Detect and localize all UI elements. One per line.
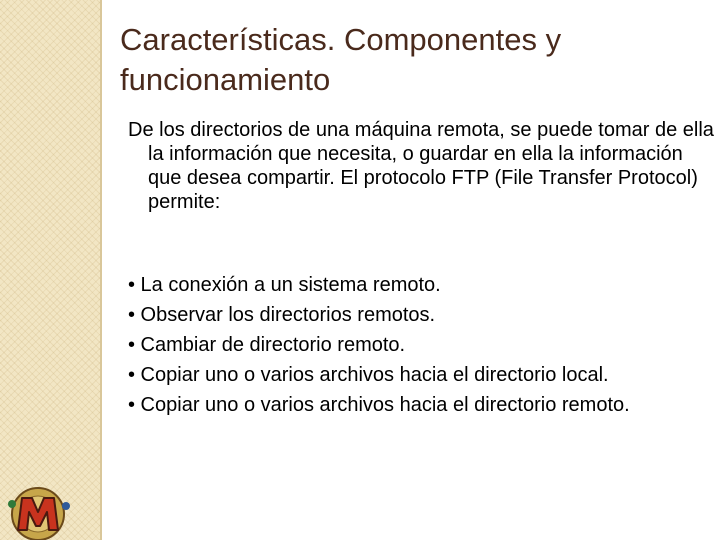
list-item: • Copiar uno o varios archivos hacia el directorio local. xyxy=(128,364,609,386)
slide-title: Características. Componentes y funcionamiento xyxy=(120,22,562,97)
list-item: • La conexión a un sistema remoto. xyxy=(128,274,441,296)
bullet-list xyxy=(128,273,698,423)
list-item: • Cambiar de directorio remoto. xyxy=(128,334,406,356)
intro-paragraph: De los directorios de una máquina remota, se puede tomar de ella la información que necesita, o guardar en ella la información que desea compartir. El protocolo FTP (File Transfer Protocol) permite: xyxy=(128,119,714,213)
list-item: • Observar los directorios remotos. xyxy=(128,304,436,326)
decorative-side-band xyxy=(0,0,100,540)
m-letter-logo-icon xyxy=(0,480,80,540)
list-item: • Copiar uno o varios archivos hacia el directorio remoto. xyxy=(128,394,630,416)
side-band-divider xyxy=(100,0,102,540)
